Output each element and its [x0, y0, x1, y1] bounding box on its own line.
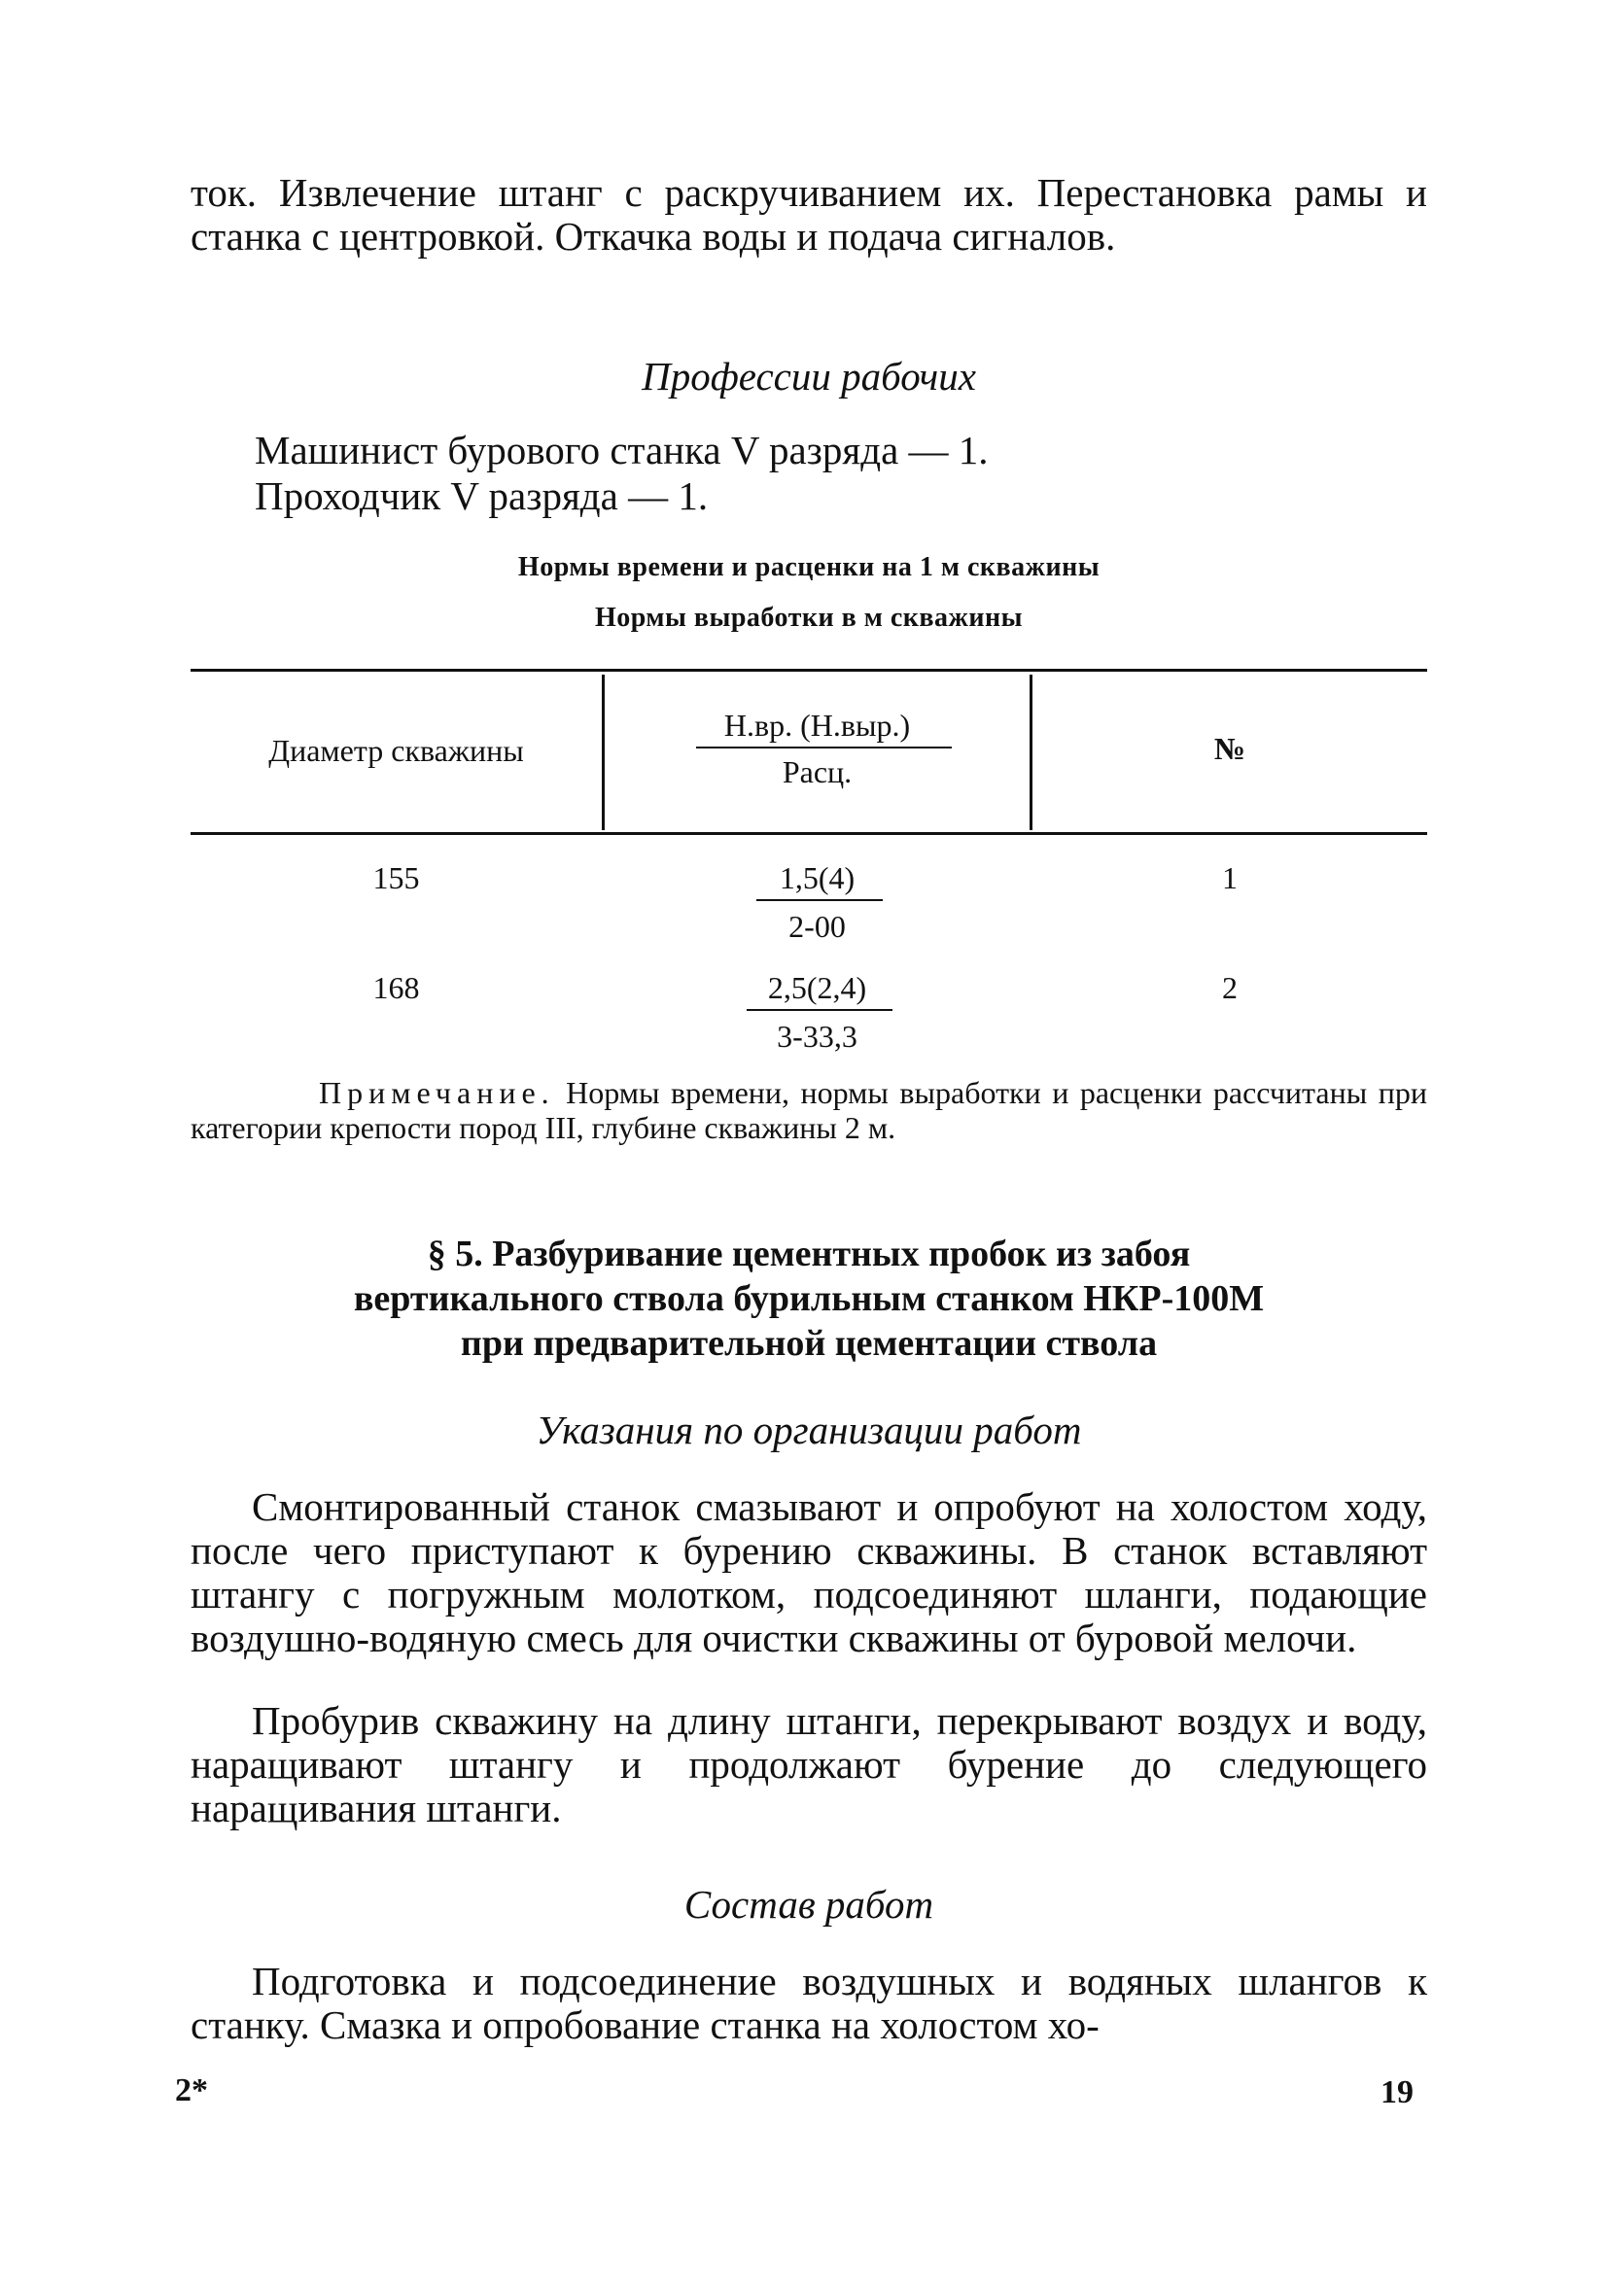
row-1-fraction-line	[756, 899, 883, 901]
section-title-line-1: § 5. Разбуривание цементных пробок из забоя	[427, 1234, 1191, 1274]
worker-line-2: Проходчик V разряда — 1.	[255, 473, 709, 518]
row-2-fraction-line	[747, 1009, 892, 1011]
header-norm-bottom: Расц.	[782, 754, 853, 789]
row-1-norm: 1,5(4)	[779, 860, 856, 895]
organization-paragraph-2: Пробурив скважину на длину штанги, перекрывают воздух и воду, наращивают штангу и продолжают бурение до следующего наращивания штанги.	[191, 1698, 1427, 1830]
table-divider-1	[602, 675, 605, 830]
organization-paragraph-1: Смонтированный станок смазывают и опробуют на холостом ходу, после чего приступают к бурению скважины. В станок вставляют штангу с погружным молотком, подсоединяют шланги, подающие воздушно-водяную смесь для очистки скважины от буровой мелочи.	[191, 1484, 1427, 1660]
worker-line-1: Машинист бурового станка V разряда — 1.	[255, 428, 989, 472]
table-top-rule	[191, 669, 1427, 672]
organization-heading: Указания по организации работ	[536, 1408, 1082, 1452]
row-2-norm: 2,5(2,4)	[767, 970, 867, 1005]
work-composition-heading: Состав работ	[683, 1882, 934, 1927]
header-diameter: Диаметр скважины	[268, 733, 524, 768]
workers-heading: Профессии рабочих	[642, 354, 976, 399]
header-number: №	[1213, 731, 1246, 766]
row-1-number: 1	[1222, 860, 1238, 895]
row-2-number: 2	[1222, 970, 1238, 1005]
note-label: Примечание.	[319, 1075, 555, 1110]
page-number: 19	[1381, 2074, 1414, 2110]
note-text: Нормы времени, нормы выработки и расценки рассчитаны при категории крепости пород III, глубине скважины 2 м.	[191, 1075, 1427, 1145]
signature-mark: 2*	[175, 2072, 208, 2108]
row-1-diameter: 155	[372, 860, 420, 895]
table-caption-line-2: Нормы выработки в м скважины	[594, 603, 1023, 633]
row-2-rate: 3-33,3	[777, 1019, 857, 1054]
row-1-rate: 2-00	[788, 909, 846, 944]
table-caption-line-1: Нормы времени и расценки на 1 м скважины	[517, 552, 1101, 582]
header-fraction-line	[696, 747, 952, 748]
work-composition-paragraph: Подготовка и подсоединение воздушных и водяных шлангов к станку. Смазка и опробование станка на холостом хо-	[191, 1959, 1427, 2047]
row-2-diameter: 168	[372, 970, 420, 1005]
top-paragraph: ток. Извлечение штанг с раскручиванием их. Перестановка рамы и станка с центровкой. Откачка воды и подача сигналов.	[191, 170, 1427, 259]
table-header-rule	[191, 832, 1427, 835]
header-norm-top: Н.вр. (Н.выр.)	[723, 708, 911, 743]
table-note	[191, 1075, 1427, 1145]
section-title-line-3: при предварительной цементации ствола	[460, 1323, 1158, 1364]
section-title-line-2: вертикального ствола бурильным станком НКР-100М	[353, 1278, 1265, 1319]
